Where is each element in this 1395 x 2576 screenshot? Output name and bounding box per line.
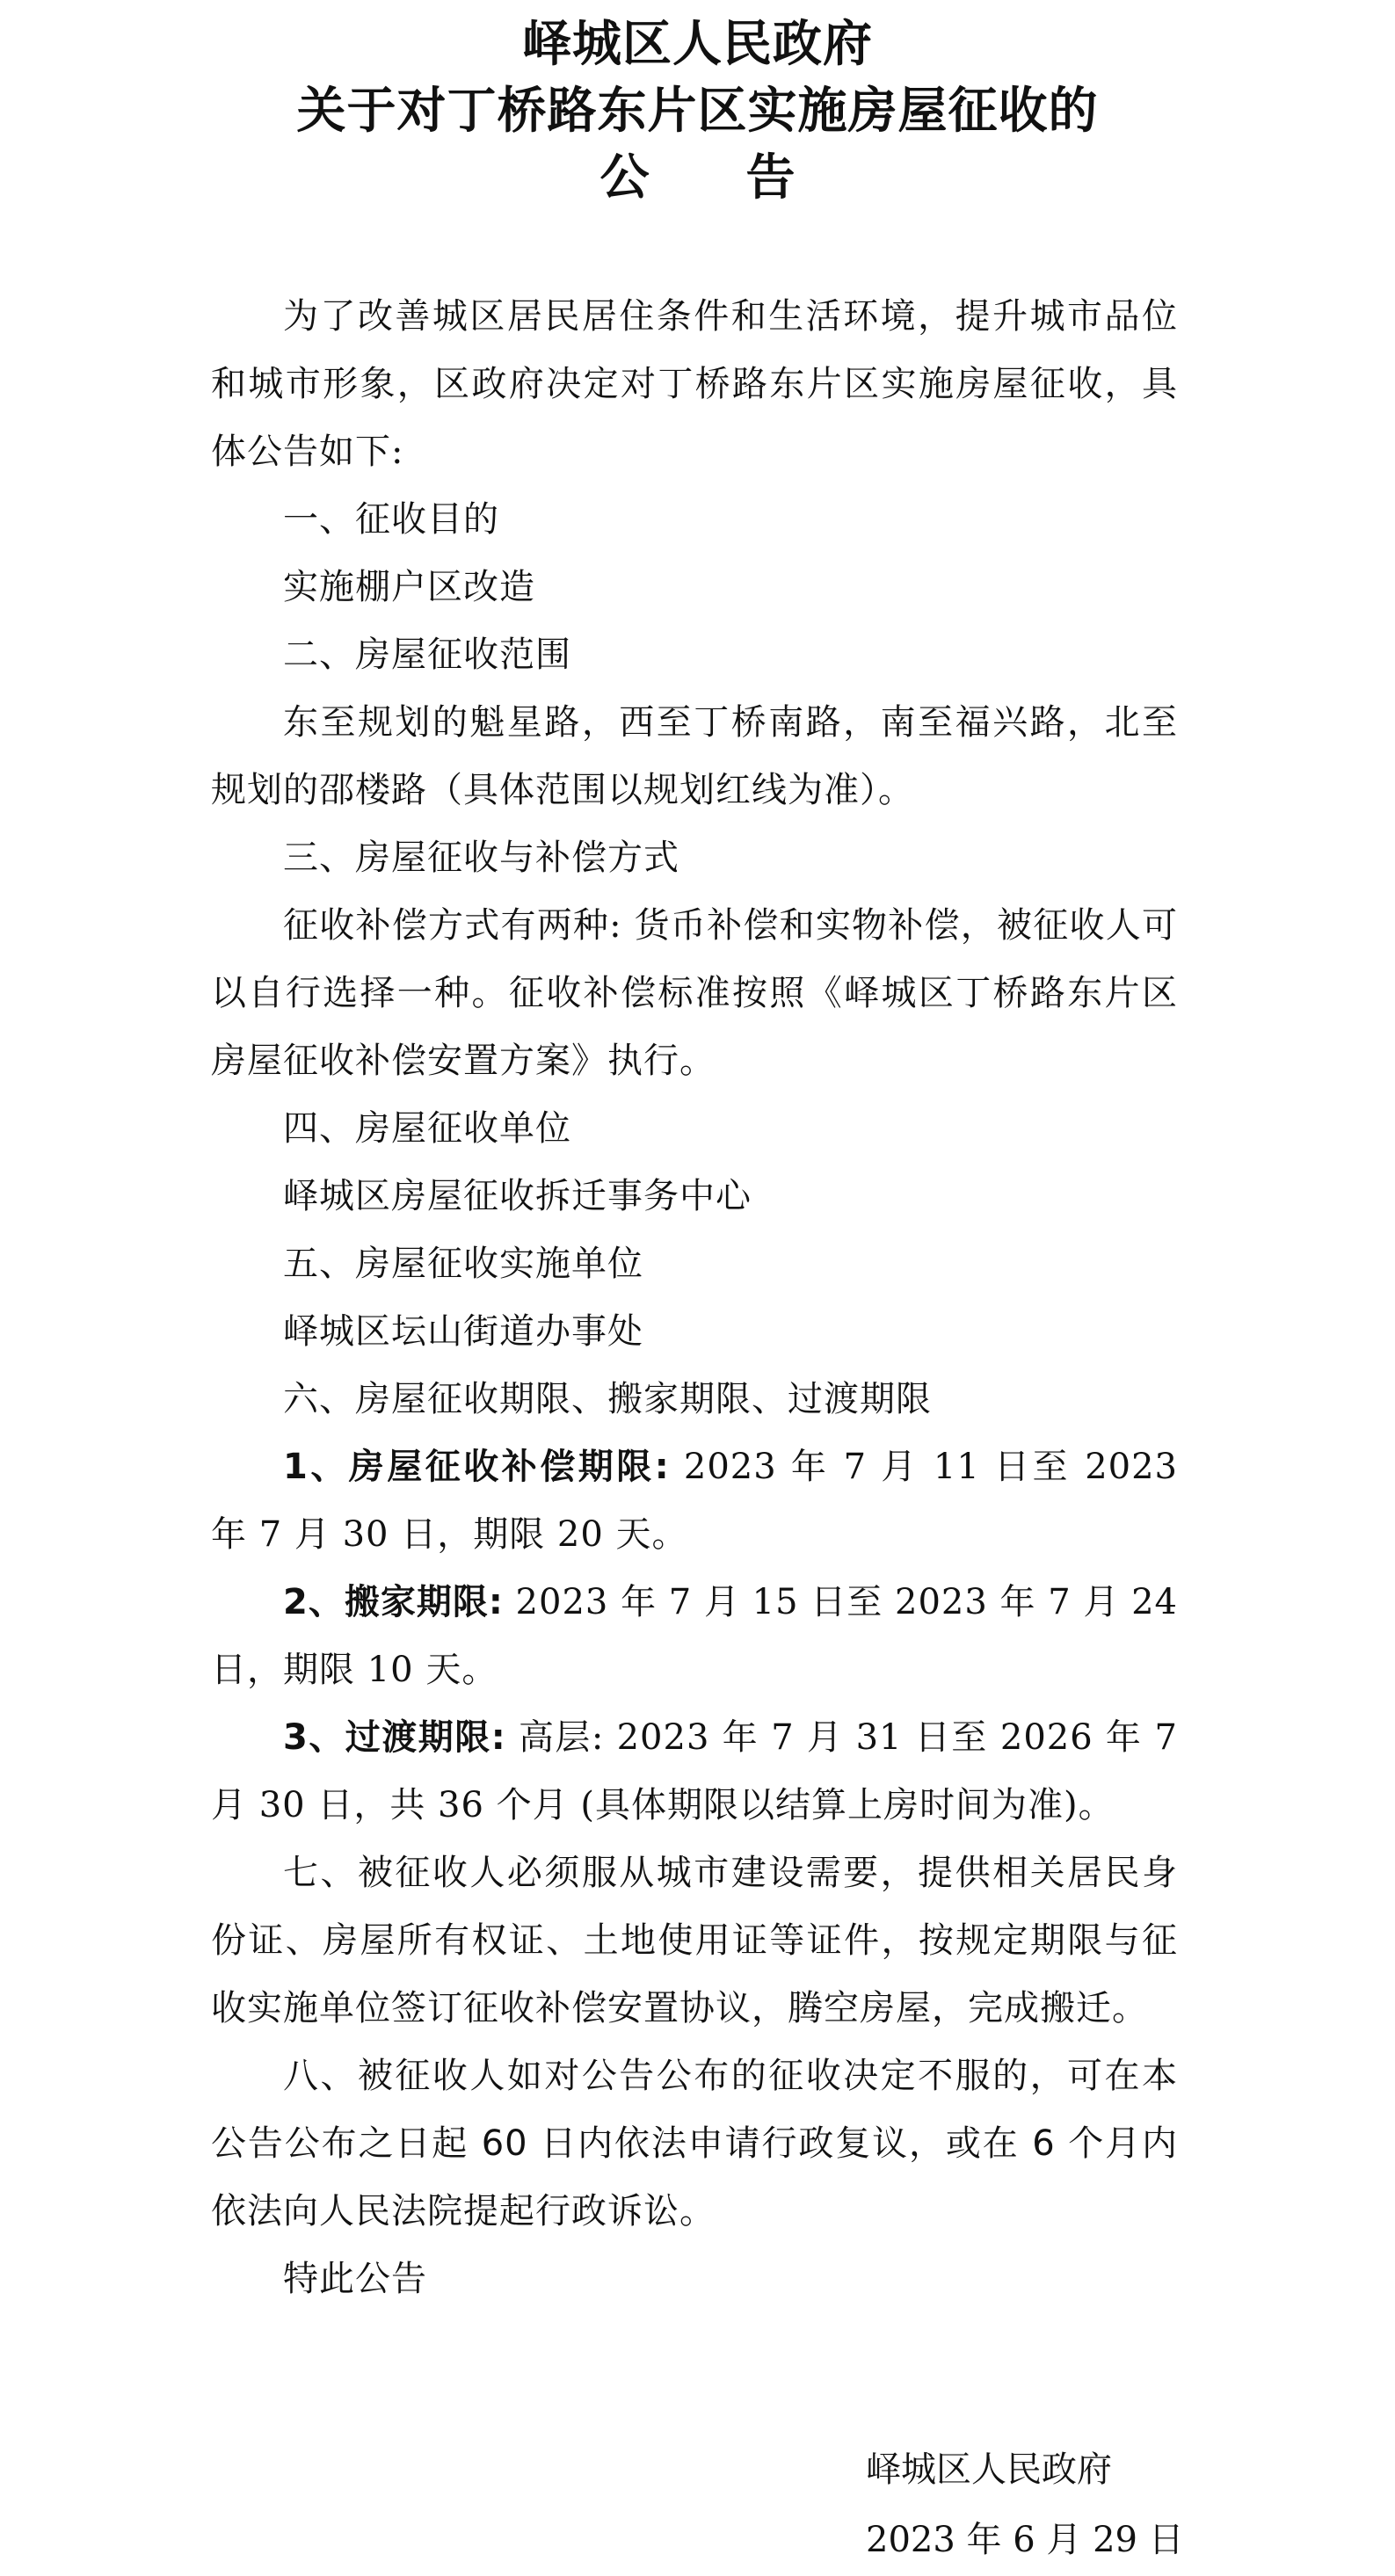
period-transition-text: 高层: 2023 年 7 月 31 日至 2026 年 7 月 30 日，共 36 个月 (具体期限以结算上房时间为准)。: [211, 1717, 1179, 1825]
period-compensation: [211, 1433, 1178, 1569]
section-5-heading: 五、房屋征收实施单位: [283, 1244, 643, 1284]
title-subject: 关于对丁桥路东片区实施房屋征收的: [296, 82, 1099, 140]
document-body: [211, 283, 1178, 2313]
section-7-text: 七、被征收人必须服从城市建设需要，提供相关居民身份证、房屋所有权证、土地使用证等证件，按规定期限与征收实施单位签订征收补偿安置协议，腾空房屋，完成搬迁。: [211, 1853, 1178, 2028]
section-3-text: 征收补偿方式有两种: 货币补偿和实物补偿，被征收人可以自行选择一种。征收补偿标准按照《峄城区丁桥路东片区房屋征收补偿安置方案》执行。: [211, 905, 1178, 1081]
document-title: [0, 11, 1395, 211]
title-issuer: 峄城区人民政府: [522, 15, 873, 73]
section-4-text: 峄城区房屋征收拆迁事务中心: [283, 1176, 752, 1216]
section-5-text: 峄城区坛山街道办事处: [283, 1311, 643, 1352]
signature-date: 2023 年 6 月 29 日: [866, 2520, 1184, 2560]
section-2-heading: 二、房屋征收范围: [283, 635, 571, 675]
intro-paragraph: 为了改善城区居民居住条件和生活环境，提升城市品位和城市形象，区政府决定对丁桥路东片区实施房屋征收，具体公告如下:: [211, 296, 1178, 472]
period-compensation-text: 2023 年 7 月 11 日至 2023 年 7 月 30 日，期限 20 天。: [211, 1447, 1179, 1555]
section-2-text: 东至规划的魁星路，西至丁桥南路，南至福兴路，北至规划的邵楼路（具体范围以规划红线为准）。: [211, 702, 1178, 810]
section-8-text: 八、被征收人如对公告公布的征收决定不服的，可在本公告公布之日起 60 日内依法申请行政复议，或在 6 个月内依法向人民法院提起行政诉讼。: [211, 2056, 1178, 2231]
period-transition-label: 3、过渡期限:: [283, 1717, 506, 1758]
section-1-heading: 一、征收目的: [283, 499, 499, 540]
period-transition: [211, 1704, 1178, 1839]
period-moving: [211, 1569, 1178, 1704]
signature-block: [866, 2435, 1184, 2575]
section-1-text: 实施棚户区改造: [283, 567, 535, 607]
section-4-heading: 四、房屋征收单位: [283, 1108, 571, 1149]
title-notice: 公告: [599, 149, 892, 207]
period-moving-label: 2、搬家期限:: [283, 1582, 504, 1622]
signature-org: 峄城区人民政府: [866, 2449, 1112, 2490]
section-6-heading: 六、房屋征收期限、搬家期限、过渡期限: [283, 1379, 932, 1419]
closing-remark: 特此公告: [283, 2259, 427, 2299]
section-3-heading: 三、房屋征收与补偿方式: [283, 838, 679, 878]
period-moving-text: 2023 年 7 月 15 日至 2023 年 7 月 24 日，期限 10 天。: [211, 1582, 1179, 1690]
period-compensation-label: 1、房屋征收补偿期限:: [283, 1447, 670, 1487]
